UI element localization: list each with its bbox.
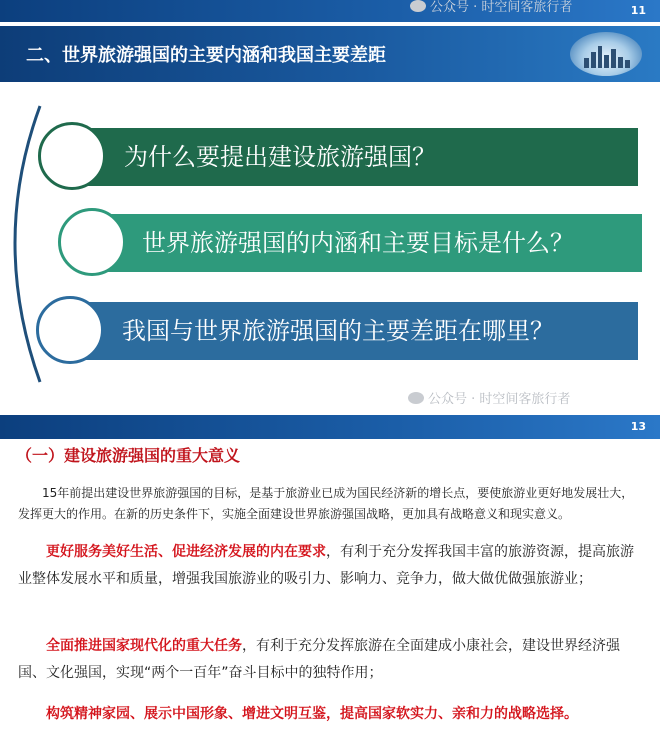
point-2 [18,633,644,687]
wechat-icon [408,392,424,404]
question-circle-1 [38,122,106,190]
question-circle-2 [58,208,126,276]
section-band [0,26,660,82]
page-number: 11 [630,4,646,17]
section-title: 二、世界旅游强国的主要内涵和我国主要差距 [26,45,386,66]
point-1-highlight: 更好服务美好生活、促进经济发展的内在要求 [46,544,326,560]
top-bar [0,0,660,22]
top-bar [0,415,660,439]
page-number: 13 [630,420,646,433]
point-1-text: ，有利于充分发挥我国丰富的旅游资源，提高旅游业整体发展水平和质量，增强我国旅游业的吸引力、影响力、竞争力，做大做优做强旅游业； [18,544,634,587]
point-2-text: ，有利于充分发挥旅游在全面建成小康社会，建设世界经济强国、文化强国，实现“两个一百年”奋斗目标中的独特作用； [18,638,620,681]
point-2-highlight: 全面推进国家现代化的重大任务 [46,638,242,654]
question-bar-2: 世界旅游强国的内涵和主要目标是什么？ [96,214,642,272]
watermark-top-text: 公众号 · 时空间客旅行者 [430,0,573,15]
question-bar-1: 为什么要提出建设旅游强国？ [72,128,638,186]
point-1 [18,539,644,593]
watermark-top [410,0,572,15]
slide-13 [0,405,660,744]
watermark [408,388,570,405]
question-circle-3 [36,296,104,364]
slide-heading: （一）建设旅游强国的重大意义 [16,446,241,465]
point-3-highlight: 构筑精神家园、展示中国形象、增进文明互鉴，提高国家软实力、亲和力的战略选择。 [46,706,578,722]
point-3 [18,701,644,728]
watermark-text: 公众号 · 时空间客旅行者 [428,392,571,405]
city-skyline-image [570,32,642,76]
intro-paragraph: 15年前提出建设世界旅游强国的目标，是基于旅游业已成为国民经济新的增长点，要使旅游业更好地发展壮大，发挥更大的作用。在新的历史条件下，实施全面建设世界旅游强国战略，更加具有战略意义和现实意义。 [18,486,634,521]
question-bar-3: 我国与世界旅游强国的主要差距在哪里？ [72,302,638,360]
wechat-icon [410,0,426,12]
